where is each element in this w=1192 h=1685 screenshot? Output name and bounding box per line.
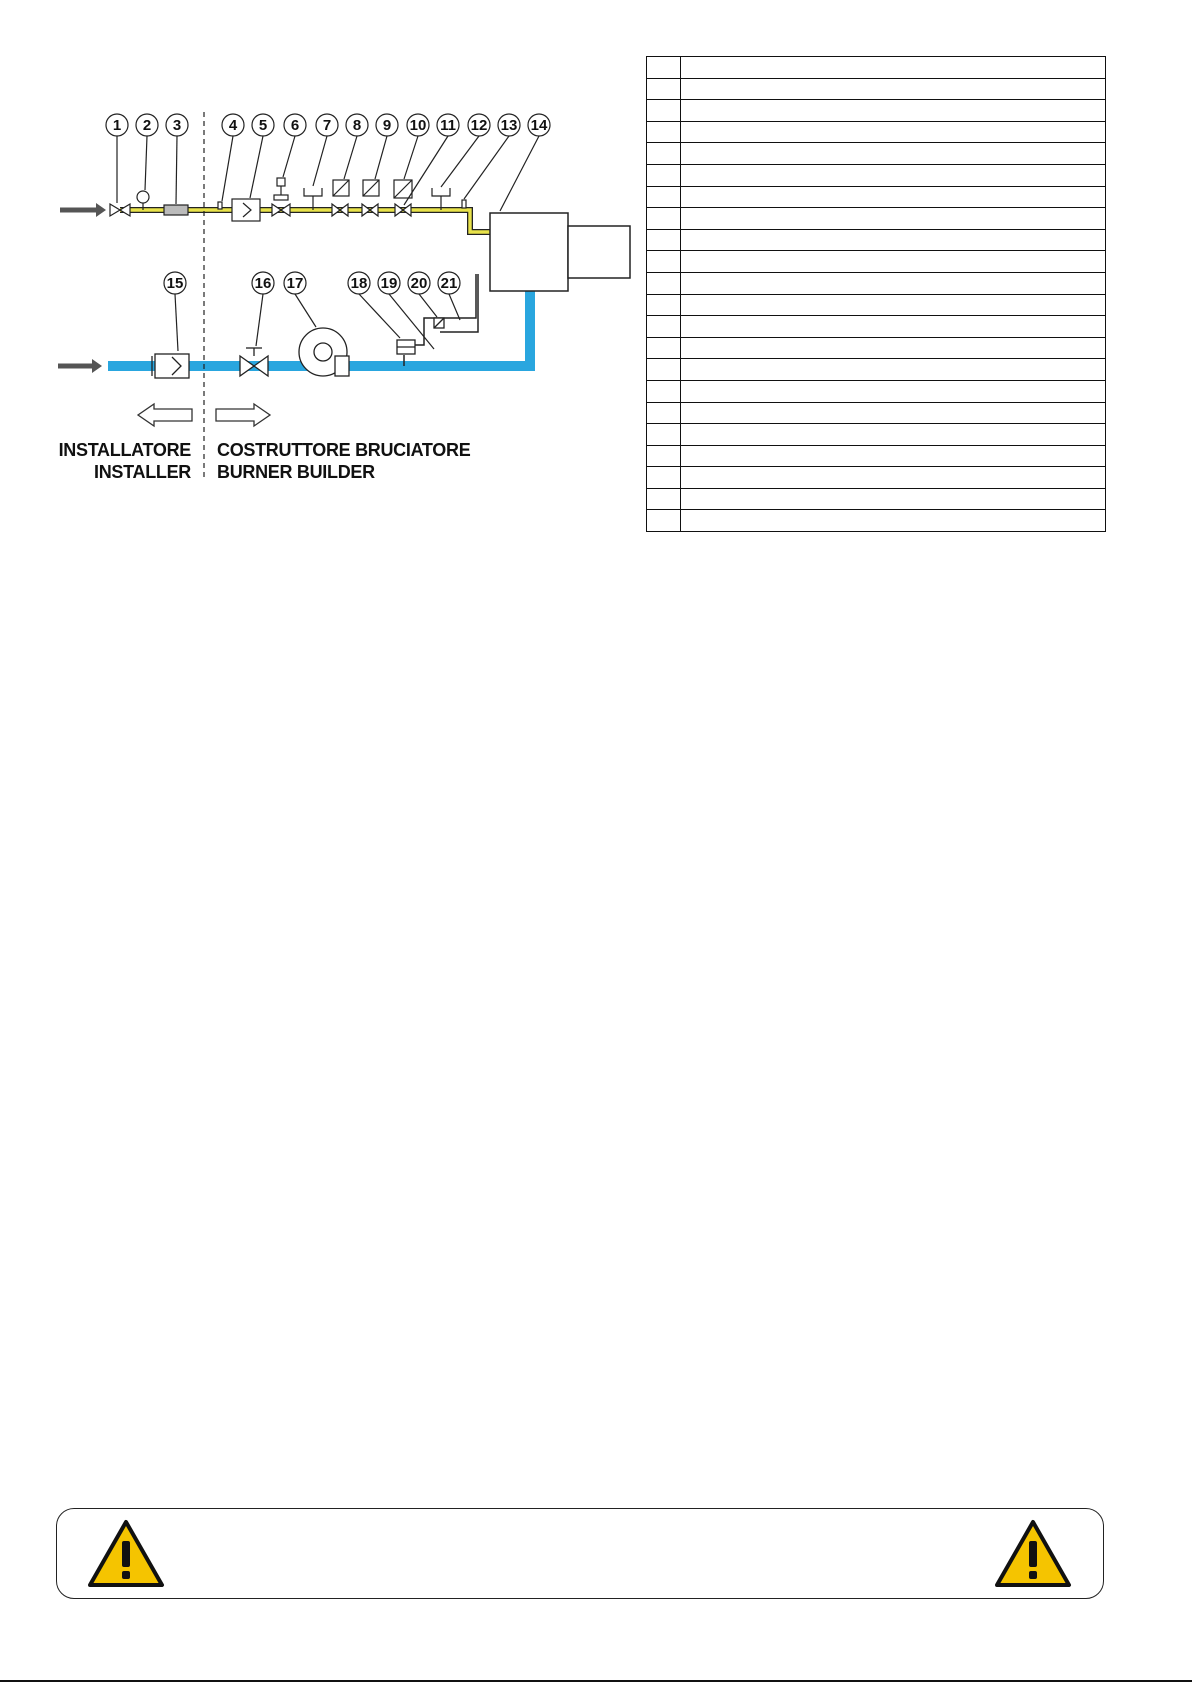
callout-12: 12 [470, 117, 488, 134]
legend-row [647, 100, 1106, 122]
warning-triangle-icon [87, 1519, 165, 1589]
legend-row [647, 78, 1106, 100]
legend-number-cell [647, 445, 681, 467]
legend-number-cell [647, 100, 681, 122]
builder-label-it: COSTRUTTORE BRUCIATORE [217, 440, 471, 460]
legend-description-cell [681, 402, 1106, 424]
page-bottom-rule [0, 1680, 1192, 1682]
callout-16: 16 [254, 275, 272, 292]
legend-row [647, 229, 1106, 251]
callout-8: 8 [352, 117, 362, 134]
callout-17: 17 [286, 275, 304, 292]
legend-table [646, 56, 1106, 532]
legend-description-cell [681, 121, 1106, 143]
legend-description-cell [681, 78, 1106, 100]
callout-14: 14 [530, 117, 548, 134]
legend-row [647, 488, 1106, 510]
warning-box [56, 1508, 1104, 1599]
legend-row [647, 186, 1106, 208]
legend-row [647, 57, 1106, 79]
callout-3: 3 [172, 117, 182, 134]
callout-20: 20 [410, 275, 428, 292]
callout-2: 2 [142, 117, 152, 134]
legend-number-cell [647, 164, 681, 186]
callout-10: 10 [409, 117, 427, 134]
legend-number-cell [647, 316, 681, 338]
legend-number-cell [647, 229, 681, 251]
gas-components [110, 178, 466, 221]
legend-row [647, 251, 1106, 273]
installer-arrow-icon [138, 404, 192, 426]
legend-number-cell [647, 251, 681, 273]
callout-13: 13 [500, 117, 518, 134]
legend-description-cell [681, 143, 1106, 165]
legend-number-cell [647, 294, 681, 316]
legend-row [647, 143, 1106, 165]
legend-number-cell [647, 402, 681, 424]
warning-triangle-icon [994, 1519, 1072, 1589]
legend-row [647, 316, 1106, 338]
callout-11: 11 [440, 117, 456, 134]
legend-description-cell [681, 186, 1106, 208]
callout-18: 18 [350, 275, 368, 292]
callout-6: 6 [290, 117, 300, 134]
legend-description-cell [681, 208, 1106, 230]
legend-description-cell [681, 251, 1106, 273]
legend-description-cell [681, 316, 1106, 338]
legend-row [647, 164, 1106, 186]
legend-row [647, 380, 1106, 402]
legend-number-cell [647, 121, 681, 143]
installer-label-it: INSTALLATORE [58, 440, 191, 460]
callout-7: 7 [322, 117, 332, 134]
legend-number-cell [647, 488, 681, 510]
legend-number-cell [647, 380, 681, 402]
legend-row [647, 445, 1106, 467]
legend-number-cell [647, 57, 681, 79]
legend-description-cell [681, 359, 1106, 381]
legend-description-cell [681, 57, 1106, 79]
legend-number-cell [647, 78, 681, 100]
legend-number-cell [647, 510, 681, 532]
legend-description-cell [681, 488, 1106, 510]
legend-description-cell [681, 294, 1106, 316]
legend-description-cell [681, 424, 1106, 446]
legend-row [647, 402, 1106, 424]
callout-5: 5 [258, 117, 268, 134]
legend-description-cell [681, 100, 1106, 122]
legend-row [647, 424, 1106, 446]
air-inlet-arrow [58, 359, 102, 373]
installer-label-en: INSTALLER [94, 462, 191, 482]
legend-description-cell [681, 164, 1106, 186]
legend-number-cell [647, 424, 681, 446]
callout-19: 19 [380, 275, 398, 292]
builder-arrow-icon [216, 404, 270, 426]
legend-row [647, 272, 1106, 294]
legend-row [647, 337, 1106, 359]
legend-row [647, 208, 1106, 230]
legend-number-cell [647, 359, 681, 381]
builder-label-en: BURNER BUILDER [217, 462, 375, 482]
callout-15: 15 [166, 275, 184, 292]
legend-description-cell [681, 467, 1106, 489]
legend-number-cell [647, 337, 681, 359]
legend-number-cell [647, 467, 681, 489]
legend-row [647, 359, 1106, 381]
legend-description-cell [681, 272, 1106, 294]
legend-row [647, 121, 1106, 143]
legend-description-cell [681, 229, 1106, 251]
legend-row [647, 467, 1106, 489]
legend-description-cell [681, 510, 1106, 532]
callout-21: 21 [440, 275, 458, 292]
legend-number-cell [647, 272, 681, 294]
gas-air-train-diagram [0, 0, 640, 500]
legend-row [647, 294, 1106, 316]
legend-number-cell [647, 208, 681, 230]
burner-body [490, 213, 630, 291]
legend-description-cell [681, 445, 1106, 467]
legend-description-cell [681, 337, 1106, 359]
callout-1: 1 [112, 117, 122, 134]
legend-row [647, 510, 1106, 532]
gas-inlet-arrow [60, 203, 106, 217]
legend-description-cell [681, 380, 1106, 402]
callout-9: 9 [382, 117, 392, 134]
callout-4: 4 [228, 117, 238, 134]
legend-number-cell [647, 186, 681, 208]
legend-number-cell [647, 143, 681, 165]
